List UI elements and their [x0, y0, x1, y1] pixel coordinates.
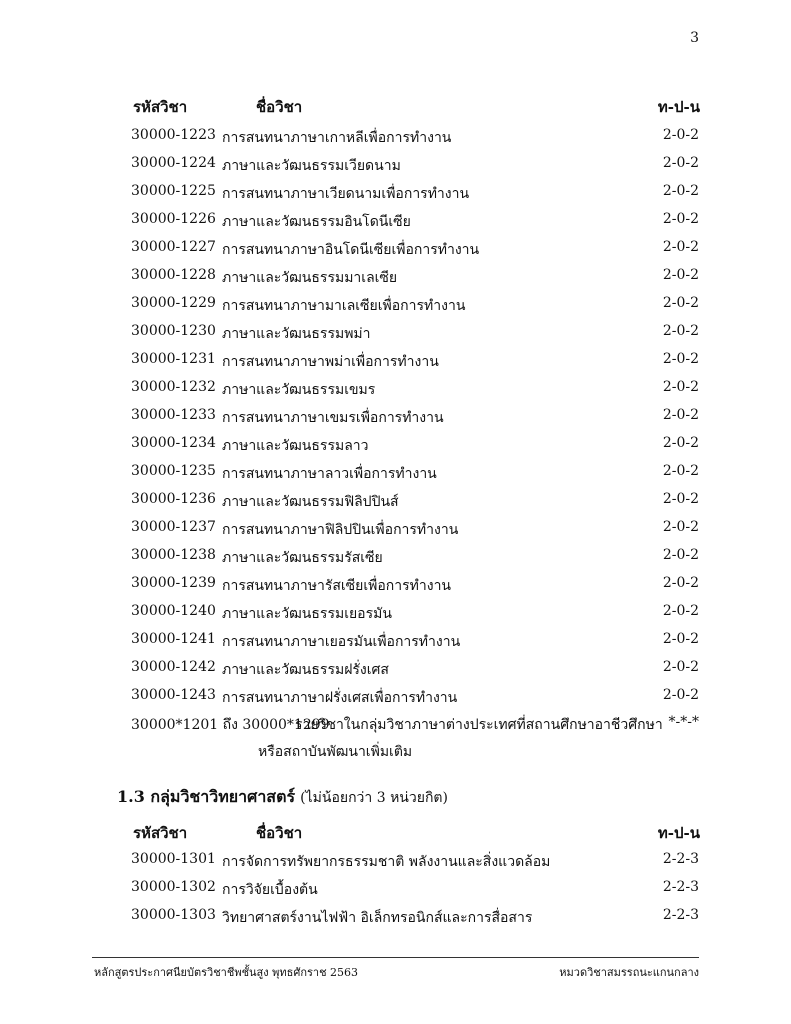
- course-credit: 2-0-2: [662, 687, 699, 703]
- course-code: 30000-1238: [131, 547, 216, 563]
- course-code: 30000-1231: [131, 351, 216, 367]
- course-code: 30000-1225: [131, 183, 216, 199]
- course-code: 30000-1224: [131, 155, 216, 171]
- header-credit: ท-ป-น: [657, 98, 700, 116]
- course-name: ภาษาและวัฒนธรรมรัสเซีย: [222, 550, 383, 566]
- course-code: 30000-1241: [131, 631, 216, 647]
- section-title: [117, 785, 448, 810]
- course-code: 30000-1236: [131, 491, 216, 507]
- course-credit: 2-0-2: [662, 659, 699, 675]
- section-heading: 1.3 กลุ่มวิชาวิทยาศาสตร์: [117, 787, 296, 806]
- header-name: ชื่อวิชา: [256, 98, 303, 116]
- course-name: ภาษาและวัฒนธรรมเขมร: [222, 382, 376, 398]
- course-credit: 2-0-2: [662, 155, 699, 171]
- section-note: (ไม่น้อยกว่า 3 หน่วยกิต): [300, 790, 448, 806]
- course-name: ภาษาและวัฒนธรรมพม่า: [222, 326, 371, 342]
- course-name: วิทยาศาสตร์งานไฟฟ้า อิเล็กทรอนิกส์และการสื่อสาร: [222, 910, 533, 926]
- header-name: ชื่อวิชา: [256, 824, 303, 842]
- course-credit: 2-0-2: [662, 463, 699, 479]
- course-code: 30000-1242: [131, 659, 216, 675]
- course-name: การสนทนาภาษาเกาหลีเพื่อการทำงาน: [222, 130, 452, 146]
- course-name: การสนทนาภาษาเยอรมันเพื่อการทำงาน: [222, 634, 461, 650]
- course-name: การสนทนาภาษาลาวเพื่อการทำงาน: [222, 466, 437, 482]
- course-name: ภาษาและวัฒนธรรมฟิลิปปินส์: [222, 494, 399, 510]
- course-name: ภาษาและวัฒนธรรมเยอรมัน: [222, 606, 392, 622]
- course-credit: 2-0-2: [662, 435, 699, 451]
- course-code: 30000-1228: [131, 267, 216, 283]
- footer-divider: [92, 957, 699, 958]
- course-code: 30000-1243: [131, 687, 216, 703]
- range-code: 30000*1201 ถึง 30000*1299: [131, 717, 330, 733]
- course-credit: 2-0-2: [662, 351, 699, 367]
- page-number: 3: [690, 30, 699, 46]
- course-name: การสนทนาภาษามาเลเซียเพื่อการทำงาน: [222, 298, 466, 314]
- course-credit: 2-0-2: [662, 519, 699, 535]
- range-credit: *-*-*: [668, 714, 699, 730]
- header-code: รหัสวิชา: [133, 824, 188, 842]
- course-credit: 2-0-2: [662, 379, 699, 395]
- course-code: 30000-1235: [131, 463, 216, 479]
- header-code: รหัสวิชา: [133, 98, 188, 116]
- course-credit: 2-2-3: [662, 851, 699, 867]
- course-name: ภาษาและวัฒนธรรมลาว: [222, 438, 369, 454]
- course-name: การวิจัยเบื้องต้น: [222, 882, 318, 898]
- range-description: รายวิชาในกลุ่มวิชาภาษาต่างประเทศที่สถานศึกษาอาชีวศึกษา: [295, 717, 663, 733]
- course-credit: 2-0-2: [662, 239, 699, 255]
- course-credit: 2-0-2: [662, 323, 699, 339]
- course-code: 30000-1237: [131, 519, 216, 535]
- course-code: 30000-1226: [131, 211, 216, 227]
- course-name: การสนทนาภาษาฝรั่งเศสเพื่อการทำงาน: [222, 690, 458, 706]
- course-credit: 2-2-3: [662, 907, 699, 923]
- course-code: 30000-1234: [131, 435, 216, 451]
- course-credit: 2-0-2: [662, 211, 699, 227]
- footer-category: หมวดวิชาสมรรถนะแกนกลาง: [559, 966, 699, 979]
- course-code: 30000-1233: [131, 407, 216, 423]
- course-code: 30000-1232: [131, 379, 216, 395]
- course-code: 30000-1302: [131, 879, 216, 895]
- course-code: 30000-1239: [131, 575, 216, 591]
- course-name: การสนทนาภาษาเวียดนามเพื่อการทำงาน: [222, 186, 470, 202]
- course-name: การสนทนาภาษาเขมรเพื่อการทำงาน: [222, 410, 444, 426]
- course-name: ภาษาและวัฒนธรรมอินโดนีเซีย: [222, 214, 411, 230]
- course-credit: 2-0-2: [662, 407, 699, 423]
- course-code: 30000-1303: [131, 907, 216, 923]
- course-credit: 2-0-2: [662, 267, 699, 283]
- course-name: การสนทนาภาษาอินโดนีเซียเพื่อการทำงาน: [222, 242, 480, 258]
- course-credit: 2-0-2: [662, 183, 699, 199]
- course-credit: 2-0-2: [662, 491, 699, 507]
- course-name: การสนทนาภาษารัสเซียเพื่อการทำงาน: [222, 578, 452, 594]
- course-name: ภาษาและวัฒนธรรมมาเลเซีย: [222, 270, 398, 286]
- course-name: การสนทนาภาษาฟิลิปปินเพื่อการทำงาน: [222, 522, 459, 538]
- course-code: 30000-1227: [131, 239, 216, 255]
- header-credit: ท-ป-น: [657, 824, 700, 842]
- course-name: การสนทนาภาษาพม่าเพื่อการทำงาน: [222, 354, 439, 370]
- course-credit: 2-0-2: [662, 295, 699, 311]
- course-name: ภาษาและวัฒนธรรมเวียดนาม: [222, 158, 401, 174]
- range-description-continued: หรือสถาบันพัฒนาเพิ่มเติม: [258, 744, 413, 760]
- course-credit: 2-0-2: [662, 603, 699, 619]
- course-code: 30000-1230: [131, 323, 216, 339]
- course-name: การจัดการทรัพยากรธรรมชาติ พลังงานและสิ่งแวดล้อม: [222, 854, 551, 870]
- course-code: 30000-1301: [131, 851, 216, 867]
- course-credit: 2-0-2: [662, 547, 699, 563]
- course-credit: 2-0-2: [662, 127, 699, 143]
- course-code: 30000-1240: [131, 603, 216, 619]
- course-credit: 2-2-3: [662, 879, 699, 895]
- footer-curriculum: หลักสูตรประกาศนียบัตรวิชาชีพชั้นสูง พุทธศักราช 2563: [94, 966, 359, 979]
- course-code: 30000-1223: [131, 127, 216, 143]
- course-name: ภาษาและวัฒนธรรมฝรั่งเศส: [222, 662, 389, 678]
- course-credit: 2-0-2: [662, 575, 699, 591]
- course-code: 30000-1229: [131, 295, 216, 311]
- course-credit: 2-0-2: [662, 631, 699, 647]
